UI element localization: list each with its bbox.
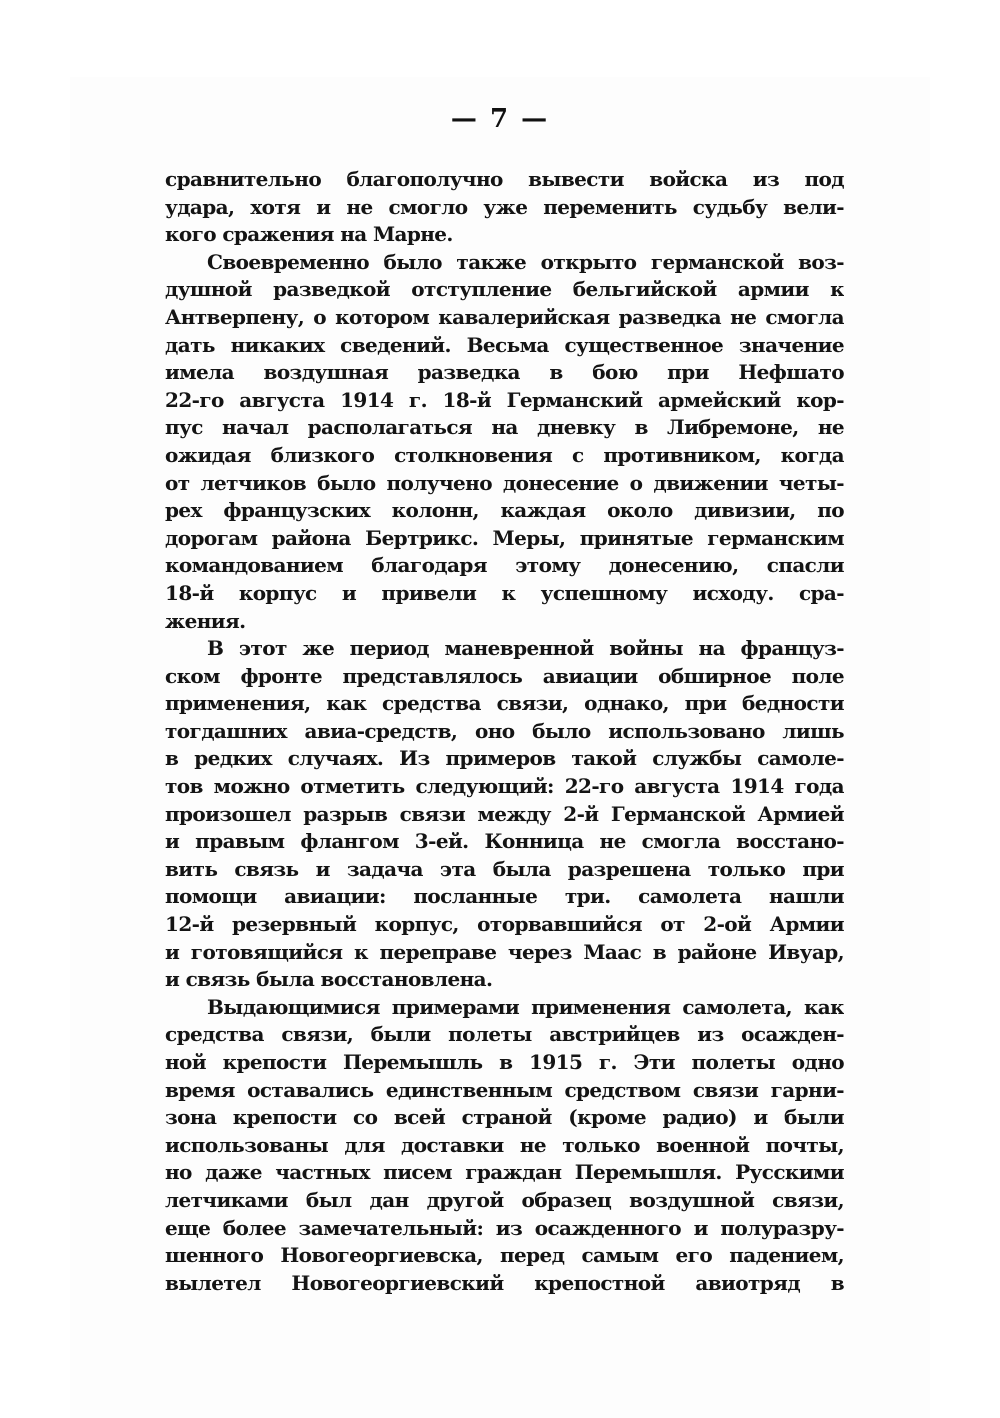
text-line: произошел разрыв связи между 2-й Германской Армией: [165, 801, 844, 826]
text-line: помощи авиации: посланные три. самолета нашли: [165, 884, 844, 909]
text-line: зона крепости со всей страной (кроме радио) и были: [165, 1105, 844, 1130]
paragraph: [165, 166, 844, 249]
text-line: летчиками был дан другой образец воздушной связи,: [165, 1187, 844, 1212]
text-line: 22-го августа 1914 г. 18-й Германский армейский кор-: [165, 387, 844, 412]
text-line: использованы для доставки не только военной почты,: [165, 1132, 844, 1157]
text-line: в редких случаях. Из примеров такой службы самоле-: [165, 746, 844, 771]
text-line: вить связь и задача эта была разрешена только при: [165, 856, 844, 881]
text-line: 18-й корпус и привели к успешному исходу. сра-: [165, 580, 844, 605]
text-line: тогдашних авиа-средств, оно было использовано лишь: [165, 718, 844, 743]
text-line: Выдающимися примерами применения самолета, как: [207, 994, 844, 1019]
paragraph: [165, 635, 844, 994]
text-line: дать никаких сведений. Весьма существенное значение: [165, 332, 844, 357]
text-line: 12-й резервный корпус, оторвавшийся от 2-ой Армии: [165, 912, 844, 937]
text-line: средства связи, были полеты австрийцев из осажден-: [165, 1022, 844, 1047]
text-line: душной разведкой отступление бельгийской армии к: [165, 277, 844, 302]
text-line: тов можно отметить следующий: 22-го августа 1914 года: [165, 774, 844, 799]
text-line: и готовящийся к переправе через Маас в районе Ивуар,: [165, 939, 844, 964]
text-line: вылетел Новогеоргиевский крепостной авиотряд в: [165, 1270, 844, 1295]
text-line: В этот же период маневренной войны на француз-: [207, 636, 844, 661]
text-line: удара, хотя и не смогло уже переменить судьбу вели-: [165, 194, 844, 219]
text-line: рех французских колонн, каждая около дивизии, по: [165, 498, 844, 523]
text-line: время оставались единственным средством связи гарни-: [165, 1077, 844, 1102]
text-line: сравнительно благополучно вывести войска из под: [165, 167, 844, 191]
text-line: ной крепости Перемышль в 1915 г. Эти полеты одно: [165, 1050, 844, 1074]
text-line: применения, как средства связи, однако, при бедности: [165, 691, 844, 716]
body-text: [165, 166, 844, 1297]
text-line: Своевременно было также открыто германской воз-: [207, 249, 844, 274]
paragraph: [165, 249, 844, 635]
text-line: имела воздушная разведка в бою при Нефшато: [165, 360, 844, 385]
text-line: ском фронте представлялось авиации обширное поле: [165, 663, 844, 688]
text-line: но даже частных писем граждан Перемышля. Русскими: [165, 1160, 844, 1185]
text-line: и связь была восстановлена.: [165, 967, 493, 992]
text-line: пус начал располагаться на дневку в Либремоне, не: [165, 415, 844, 440]
text-line: ожидая близкого столкновения с противником, когда: [165, 442, 844, 467]
text-line: и правым флангом 3-ей. Конница не смогла восстано-: [165, 829, 844, 854]
paragraph: [165, 994, 844, 1298]
page-number: — 7 —: [450, 104, 550, 134]
text-line: еще более замечательный: из осажденного и полуразру-: [165, 1215, 844, 1240]
text-line: кого сражения на Марне.: [165, 222, 453, 247]
text-line: Антверпену, о котором кавалерийская разведка не смогла: [165, 304, 844, 329]
text-line: дорогам района Бертрикс. Меры, принятые германским: [165, 525, 844, 550]
text-line: командованием благодаря этому донесению, спасли: [165, 553, 844, 578]
text-line: шенного Новогеоргиевска, перед самым его падением,: [165, 1243, 844, 1268]
text-line: жения.: [165, 608, 246, 633]
text-line: от летчиков было получено донесение о движении четы-: [165, 470, 844, 495]
